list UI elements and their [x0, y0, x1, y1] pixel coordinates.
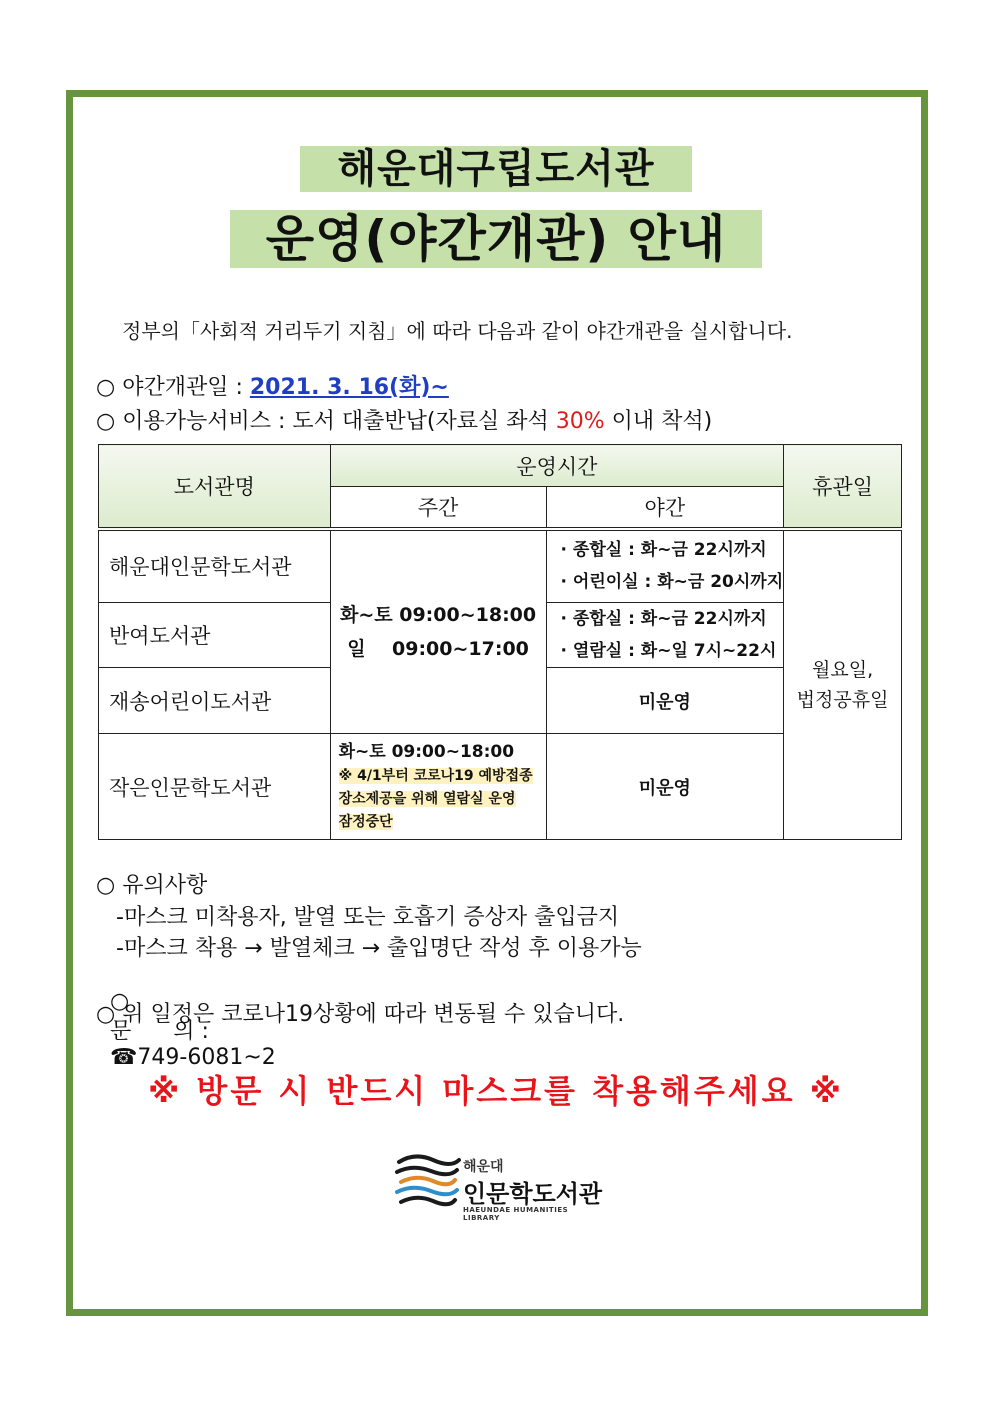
circle-bullet-icon: ○	[96, 873, 116, 898]
title-line-2: 운영(야간개관) 안내	[230, 210, 762, 268]
schedule-notice-line	[96, 997, 624, 1028]
schedule-notice: 위 일정은 코로나19상황에 따라 변동될 수 있습니다.	[122, 1002, 625, 1027]
night-open-line	[96, 370, 449, 401]
services-line	[96, 404, 712, 435]
logo-small-text: 해운대	[463, 1159, 504, 1175]
day-hours-sunday: 일 09:00~17:00	[347, 637, 529, 660]
night-hours-line: · 종합실 : 화~금 22시까지	[560, 609, 767, 629]
night-hours	[546, 603, 784, 668]
library-name: 재송어린이도서관	[99, 668, 331, 734]
services-label: 이용가능서비스 : 도서 대출반납(자료실 좌석	[122, 409, 549, 434]
notes-line: -마스크 착용 → 발열체크 → 출입명단 작성 후 이용가능	[116, 936, 642, 961]
library-name: 작은인문학도서관	[99, 734, 331, 840]
closed-days-line: 법정공휴일	[796, 688, 889, 711]
library-name: 해운대인문학도서관	[99, 529, 331, 603]
small-library-note: ※ 4/1부터 코로나19 예방접종	[338, 768, 533, 784]
header-day: 주간	[330, 487, 546, 529]
header-operating-hours: 운영시간	[330, 445, 784, 487]
small-library-note: 장소제공을 위해 열람실 운영	[338, 791, 516, 807]
small-library-note: 잠정중단	[338, 814, 393, 830]
library-logo	[393, 1150, 603, 1220]
night-not-operating: 미운영	[546, 734, 784, 840]
closed-days	[784, 529, 902, 840]
night-not-operating: 미운영	[546, 668, 784, 734]
logo-english-text: HAEUNDAE HUMANITIES LIBRARY	[463, 1206, 569, 1222]
contact-label: 문 의 :	[110, 1019, 209, 1044]
night-hours-line: · 열람실 : 화~일 7시~22시	[560, 641, 777, 661]
schedule-table	[98, 444, 902, 840]
seat-percentage: 30%	[555, 409, 605, 434]
header-closed: 휴관일	[784, 445, 902, 529]
small-library-hours: 화~토 09:00~18:00	[338, 742, 515, 762]
day-hours-weekday: 화~토 09:00~18:00	[339, 603, 537, 626]
night-hours	[546, 529, 784, 603]
circle-bullet-icon: ○	[96, 409, 116, 434]
header-night: 야간	[546, 487, 784, 529]
notes-title: 유의사항	[122, 873, 208, 898]
circle-bullet-icon: ○	[96, 375, 116, 400]
night-hours-line: · 종합실 : 화~금 22시까지	[560, 540, 767, 561]
library-name: 반여도서관	[99, 603, 331, 668]
night-open-date: 2021. 3. 16(화)~	[249, 375, 449, 400]
intro-text: 정부의「사회적 거리두기 지침」에 따라 다음과 같이 야간개관을 실시합니다.	[122, 319, 793, 343]
night-open-label: 야간개관일 :	[122, 375, 243, 400]
circle-bullet-icon: ○	[96, 1002, 116, 1027]
notes-line: -마스크 미착용자, 발열 또는 호흡기 증상자 출입금지	[116, 905, 620, 930]
small-library-day-hours	[330, 734, 546, 840]
night-hours-line: · 어린이실 : 화~금 20시까지	[560, 572, 784, 593]
logo-main-text: 인문학도서관	[463, 1180, 603, 1208]
header-library: 도서관명	[99, 445, 331, 529]
mask-warning: ※ 방문 시 반드시 마스크를 착용해주세요 ※	[148, 1072, 844, 1110]
title-line-1: 해운대구립도서관	[300, 146, 692, 192]
contact-phone: ☎749-6081~2	[110, 1045, 276, 1070]
notes-title-line	[96, 868, 207, 899]
services-suffix: 이내 착석)	[611, 409, 713, 434]
day-hours-shared	[330, 529, 546, 734]
wave-logo-icon	[393, 1152, 463, 1208]
closed-days-line: 월요일,	[812, 658, 874, 681]
circle-bullet-icon: ○	[110, 989, 130, 1014]
